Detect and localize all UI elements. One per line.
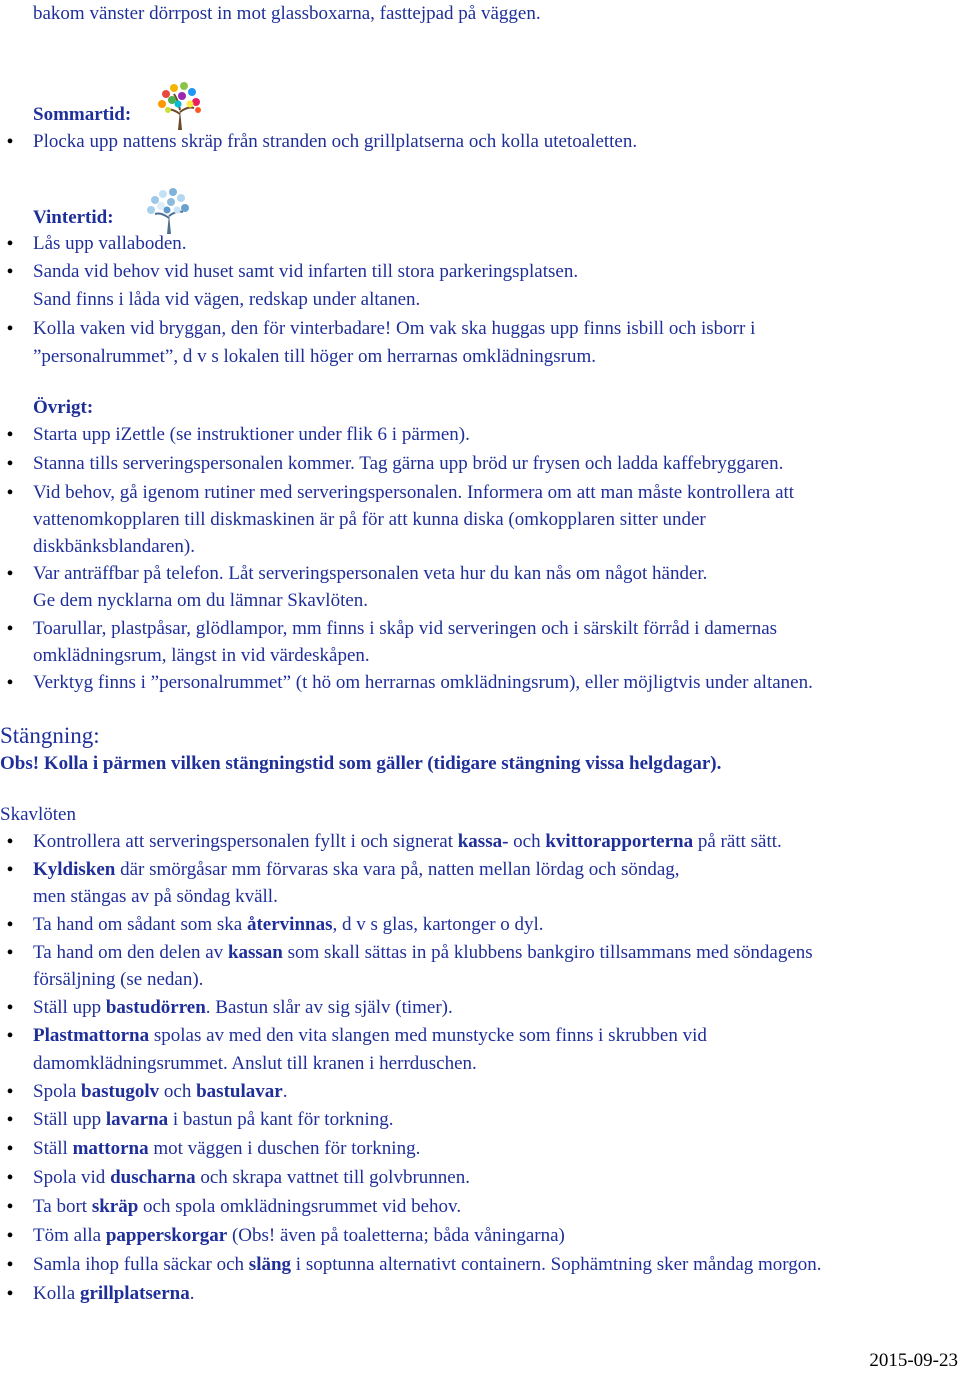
item-emphasis: mattorna (72, 1138, 149, 1159)
bullet: • (6, 318, 14, 340)
item-emphasis: kassa- (457, 831, 509, 852)
bullet: • (6, 1138, 14, 1160)
bullet: • (6, 1283, 14, 1305)
list-item: Kolla vaken vid bryggan, den för vinterbadare! Om vak ska huggas upp finns isbill och isborr i (33, 318, 756, 339)
item-text: , d v s glas, kartonger o dyl. (332, 914, 544, 935)
list-item-continuation: ”personalrummet”, d v s lokalen till höger om herrarnas omklädningsrum. (33, 346, 596, 367)
list-item: Starta upp iZettle (se instruktioner under flik 6 i pärmen). (33, 424, 470, 445)
list-item (33, 913, 544, 937)
bullet: • (6, 831, 14, 853)
item-text: Ställ (33, 1138, 73, 1159)
bullet: • (6, 424, 14, 446)
item-text: Ta bort (33, 1196, 92, 1217)
bullet: • (6, 997, 14, 1019)
item-emphasis: papperskorgar (105, 1225, 228, 1246)
bullet: • (6, 1109, 14, 1131)
item-text: Ta hand om sådant som ska (33, 914, 247, 935)
list-item-continuation: försäljning (se nedan). (33, 969, 204, 990)
list-item: Vid behov, gå igenom rutiner med serveringspersonalen. Informera om att man måste kontrollera att (33, 482, 795, 503)
item-emphasis: kvittorapporterna (545, 831, 694, 852)
item-emphasis: bastudörren (105, 997, 206, 1018)
item-text: som skall sättas in på klubbens bankgiro tillsammans med söndagens (282, 942, 813, 963)
item-emphasis: Plastmattorna (33, 1025, 150, 1046)
list-item: Plocka upp nattens skräp från stranden och grillplatserna och kolla utetoaletten. (33, 131, 638, 152)
list-item-continuation: Sand finns i låda vid vägen, redskap under altanen. (33, 289, 421, 310)
item-text: i soptunna alternativt containern. Sophämtning sker måndag morgon. (291, 1254, 822, 1275)
bullet: • (6, 563, 14, 585)
list-item: Stanna tills serveringspersonalen kommer. Tag gärna upp bröd ur frysen och ladda kaffebryggaren. (33, 453, 784, 474)
footer-date: 2015-09-23 (869, 1350, 958, 1371)
item-text: Ställ upp (33, 1109, 106, 1130)
list-item: Sanda vid behov vid huset samt vid infarten till stora parkeringsplatsen. (33, 261, 579, 282)
item-text: mot väggen i duschen för torkning. (148, 1138, 421, 1159)
list-item (33, 1253, 822, 1277)
list-item-continuation: diskbänksblandaren). (33, 536, 195, 557)
bullet: • (6, 1254, 14, 1276)
winter-tree-icon (143, 186, 195, 236)
closing-heading: Stängning: (0, 723, 100, 748)
list-item (33, 1282, 195, 1306)
item-emphasis: grillplatserna (79, 1283, 190, 1304)
item-text: (Obs! även på toaletterna; båda våningarna) (227, 1225, 565, 1246)
list-item (33, 941, 813, 965)
item-text: Kolla (33, 1283, 80, 1304)
list-item: Lås upp vallaboden. (33, 233, 187, 254)
item-text: spolas av med den vita slangen med munstycke som finns i skrubben vid (149, 1025, 707, 1046)
list-item: Verktyg finns i ”personalrummet” (t hö om herrarnas omklädningsrum), eller möjligtvis under altanen. (33, 672, 813, 693)
item-text: . (189, 1283, 195, 1304)
bullet: • (6, 1196, 14, 1218)
item-text: Spola (33, 1081, 82, 1102)
colorful-tree-icon (152, 80, 208, 132)
bullet: • (6, 233, 14, 255)
list-item (33, 858, 680, 882)
list-item: Var anträffbar på telefon. Låt serveringspersonalen veta hur du kan nås om något händer. (33, 563, 708, 584)
bullet: • (6, 942, 14, 964)
bullet: • (6, 131, 14, 153)
item-text: Kontrollera att serveringspersonalen fyllt i och signerat (33, 831, 458, 852)
bullet: • (6, 482, 14, 504)
intro-line: bakom vänster dörrpost in mot glassboxarna, fasttejpad på väggen. (33, 3, 541, 24)
list-item (33, 1108, 393, 1132)
item-emphasis: Kyldisken (33, 859, 116, 880)
other-heading: Övrigt: (33, 397, 94, 418)
bullet: • (6, 1025, 14, 1047)
bullet: • (6, 859, 14, 881)
item-text: i bastun på kant för torkning. (168, 1109, 394, 1130)
item-text: . (282, 1081, 288, 1102)
list-item (33, 1224, 565, 1248)
list-item-continuation: men stängas av på söndag kväll. (33, 886, 278, 907)
bullet: • (6, 618, 14, 640)
item-text: Ställ upp (33, 997, 106, 1018)
item-emphasis: duscharna (110, 1167, 196, 1188)
item-emphasis: lavarna (105, 1109, 169, 1130)
item-text: och spola omklädningsrummet vid behov. (138, 1196, 462, 1217)
item-emphasis: släng (248, 1254, 292, 1275)
item-emphasis: bastulavar (196, 1081, 283, 1102)
item-text: där smörgåsar mm förvaras ska vara på, natten mellan lördag och söndag, (115, 859, 680, 880)
item-emphasis: kassan (227, 942, 283, 963)
item-emphasis: bastugolv (81, 1081, 160, 1102)
list-item-continuation: damomklädningsrummet. Anslut till kranen i herrduschen. (33, 1053, 477, 1074)
item-text: på rätt sätt. (693, 831, 782, 852)
bullet: • (6, 672, 14, 694)
list-item (33, 1024, 707, 1048)
item-text: Samla ihop fulla säckar och (33, 1254, 249, 1275)
item-text: och (159, 1081, 197, 1102)
winter-heading: Vintertid: (33, 207, 114, 228)
item-text: och (508, 831, 546, 852)
list-item (33, 1137, 420, 1161)
bullet: • (6, 261, 14, 283)
list-item-continuation: omklädningsrum, längst in vid värdeskåpen. (33, 645, 370, 666)
item-text: och skrapa vattnet till golvbrunnen. (195, 1167, 470, 1188)
summer-heading: Sommartid: (33, 104, 132, 125)
list-item (33, 996, 453, 1020)
item-text: Ta hand om den delen av (33, 942, 228, 963)
bullet: • (6, 1225, 14, 1247)
bullet: • (6, 1167, 14, 1189)
list-item-continuation: vattenomkopplaren till diskmaskinen är på för att kunna diska (omkopplaren sitter under (33, 509, 706, 530)
item-emphasis: återvinnas (246, 914, 333, 935)
list-item (33, 1166, 470, 1190)
closing-notice: Obs! Kolla i pärmen vilken stängningstid som gäller (tidigare stängning vissa helgdagar). (0, 753, 722, 774)
list-item: Toarullar, plastpåsar, glödlampor, mm finns i skåp vid serveringen och i särskilt förråd i damernas (33, 618, 778, 639)
list-item (33, 830, 782, 854)
list-item (33, 1195, 461, 1219)
item-emphasis: skräp (91, 1196, 139, 1217)
item-text: Spola vid (33, 1167, 111, 1188)
item-text: . Bastun slår av sig själv (timer). (205, 997, 453, 1018)
bullet: • (6, 1081, 14, 1103)
bullet: • (6, 453, 14, 475)
closing-subheading: Skavlöten (0, 804, 76, 825)
bullet: • (6, 914, 14, 936)
list-item-continuation: Ge dem nycklarna om du lämnar Skavlöten. (33, 590, 369, 611)
item-text: Töm alla (33, 1225, 106, 1246)
list-item (33, 1080, 287, 1104)
